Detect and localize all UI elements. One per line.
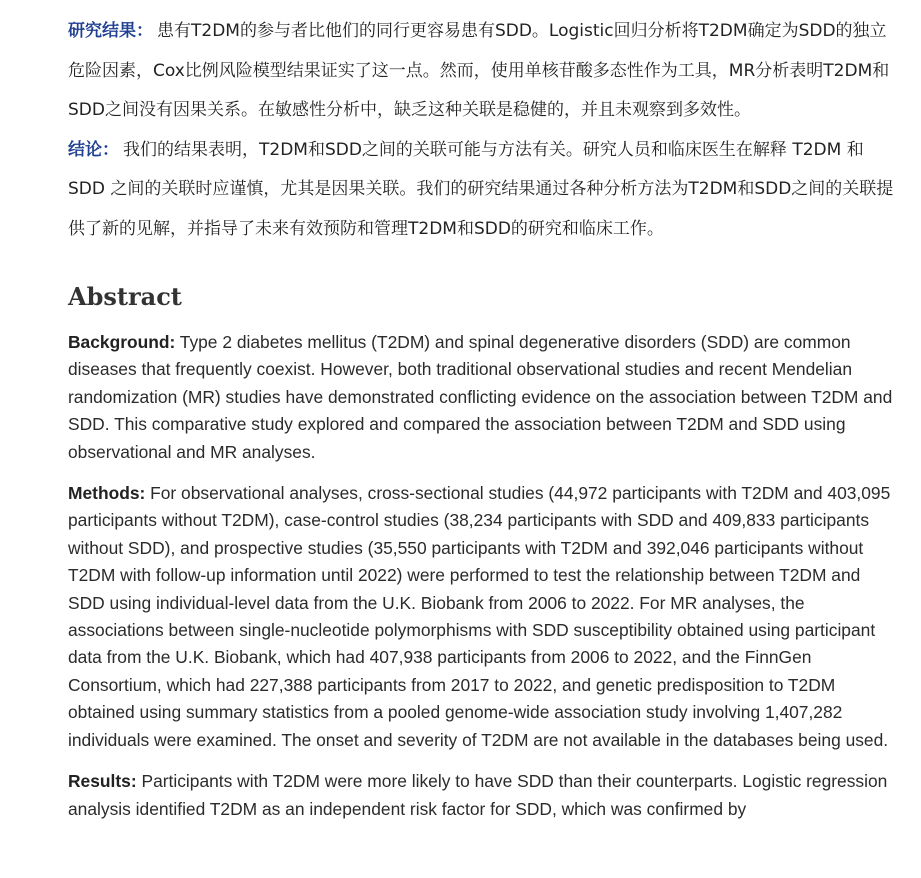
cn-conclusion-paragraph bbox=[68, 131, 901, 250]
cn-conclusion-text: 我们的结果表明，T2DM和SDD之间的关联可能与方法有关。研究人员和临床医生在解释 T2DM 和 SDD 之间的关联时应谨慎，尤其是因果关联。我们的研究结果通过各种分析方法为T2DM和SDD之间的关联提供了新的见解，并指导了未来有效预防和管理T2DM和SDD的研究和临床工作。 bbox=[68, 139, 894, 239]
cn-results-paragraph bbox=[68, 12, 901, 131]
methods-label: Methods: bbox=[68, 483, 146, 504]
abstract-title: Abstract bbox=[68, 282, 182, 311]
cn-results-label: 研究结果： bbox=[68, 21, 153, 41]
background-text: Type 2 diabetes mellitus (T2DM) and spinal degenerative disorders (SDD) are common diseases that frequently coexist. However, both traditional observational studies and recent Mendelian randomization (MR) studies have demonstrated conflicting evidence on the association between T2DM and SDD. This comparative study explored and compared the association between T2DM and SDD using observational and MR analyses. bbox=[68, 332, 893, 462]
results-label: Results: bbox=[68, 771, 137, 792]
results-text: Participants with T2DM were more likely to have SDD than their counterparts. Logistic regression analysis identified T2DM as an independent risk factor for SDD, which was confirmed by bbox=[68, 771, 888, 819]
methods-paragraph bbox=[68, 480, 901, 754]
cn-conclusion-label: 结论： bbox=[68, 139, 119, 160]
cn-results-text: 患有T2DM的参与者比他们的同行更容易患有SDD。Logistic回归分析将T2DM确定为SDD的独立危险因素，Cox比例风险模型结果证实了这一点。然而，使用单核苷酸多态性作为工具，MR分析表明T2DM和SDD之间没有因果关系。在敏感性分析中，缺乏这种关联是稳健的，并且未观察到多效性。 bbox=[68, 21, 890, 120]
results-paragraph bbox=[68, 768, 901, 823]
chinese-summary bbox=[68, 0, 901, 249]
methods-text: For observational analyses, cross-sectional studies (44,972 participants with T2DM and 403,095 participants without T2DM), case-control studies (38,234 participants with SDD and 409,833 participants without SDD), and prospective studies (35,550 participants with T2DM and 392,046 participants without T2DM with follow-up information until 2022) were performed to test the relationship between T2DM and SDD using individual-level data from the U.K. Biobank from 2006 to 2022. For MR analyses, the associations between single-nucleotide polymorphisms with SDD susceptibility obtained using participant data from the U.K. Biobank, which had 407,938 participants from 2006 to 2022, and the FinnGen Consortium, which had 227,388 participants from 2017 to 2022, and genetic predisposition to T2DM obtained using summary statistics from a pooled genome-wide association study involving 1,407,282 individuals were examined. The onset and severity of T2DM are not available in the databases being used. bbox=[68, 483, 891, 750]
background-paragraph bbox=[68, 329, 901, 466]
background-label: Background: bbox=[68, 332, 176, 352]
